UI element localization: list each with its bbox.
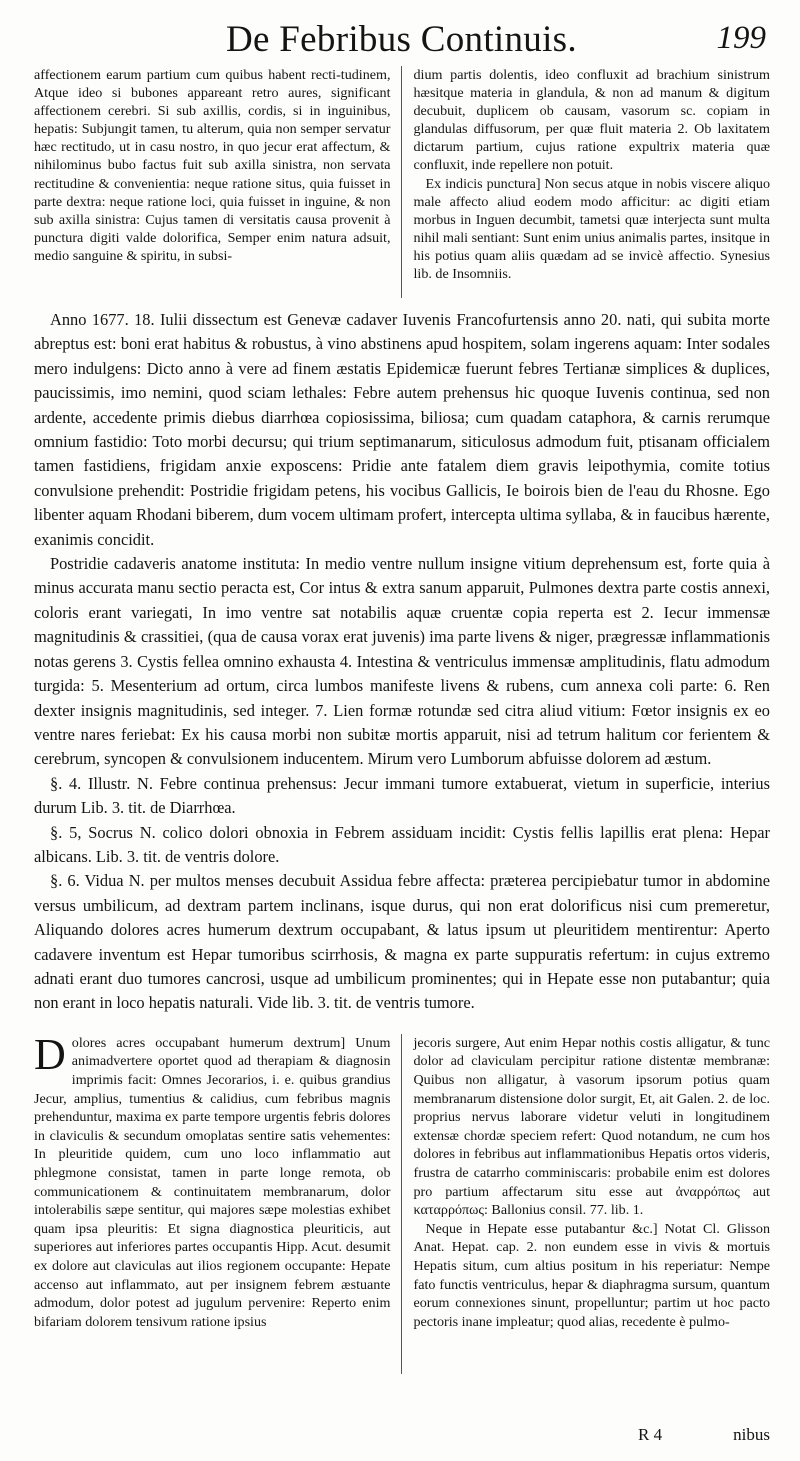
top-left-column [34,66,402,298]
bottom-right-column [402,1034,771,1374]
bottom-commentary [34,1034,770,1374]
bottom-right-paragraph: Neque in Hepate esse putabantur &c.] Notat Cl. Glisson Anat. Hepat. cap. 2. non eundem esse in vivis & mortuis Hepatis situm, cum altius positum in his reperiatur: Nempe fato functis ventriculus, hepar & diaphragma sursum, quantum eorum connexiones sinunt, propelluntur; partim ut hoc pacto pectoris inane impleatur; quod alias, recedente è pulmo- [413,1220,770,1330]
top-right-column [402,66,771,298]
catchword: nibus [733,1425,770,1444]
main-paragraph: §. 6. Vidua N. per multos menses decubuit Assidua febre affecta: præterea percipiebatur tumor in abdomine versus umbilicum, ad dextram partem inclinans, isque durus, qui non erat dolorificus nisi cum premeretur, Aliquando dolores acres humerum dextrum occupabant, & latus ipsum ut pleuritidem mentirentur: Aperto cadavere inventum est Hepar tumoribus scirrhosis, & magna ex parte suppuratis refertum: in cujus extremo adnati erant duo tumores cancrosi, usque ad umbilicum prominentes; qui in Hepate esse non putabantur; quia non erant in loco hepatis naturali. Vide lib. 3. tit. de ventris tumore. [34,871,770,1013]
page-number: 199 [716,20,766,56]
main-paragraph: §. 5, Socrus N. colico dolori obnoxia in Febrem assiduam incidit: Cystis fellis lapillis erat plena: Hepar albicans. Lib. 3. tit. de ventris dolore. [34,822,770,866]
page-header [34,16,770,66]
bottom-left-column [34,1034,402,1374]
bottom-right-paragraph: jecoris surgere, Aut enim Hepar nothis costis alligatur, & tunc dolor ad claviculam percipitur ratione distentæ membranæ: Quibus non alligatur, à vasorum ipsorum potius quam membranarum distensione dolor surgit, Et, ait Galen. 2. de loc. proprius nervus laborare videtur veluti in longitudinem extensæ chordæ speciem refert: Quod notandum, ne cum hos dolores in febribus aut inflammationibus Hepatis ortos videris, frustra de catarrho comminiscaris: probabile enim est dolores pro partium affectarum situ esse aut ἀναρρόπως aut καταρρόπως: Ballonius consil. 77. lib. 1. [413,1034,770,1219]
bottom-left-paragraph: olores acres occupabant humerum dextrum] Unum animadvertere oportet quod ad therapiam & diagnosin imprimis facit: Omnes Jecorarios, i. e. quibus grandius Jecur, amplius, tumentius & calidius, cum febribus magnis prehenduntur, maxima ex parte tempore urgentis febris dolores in claviculis & secundum omoplatas sentire satis vehementes: In pleuritide quidem, cum uno loco inflammatio aut phlegmone consistat, tamen in parte longe remota, ob communicationem & continuitatem membranarum, dolor intolerabilis sæpe sentitur, qui majores sæpe molestias exhibet quam ipsa pleuritis: Et signa diagnostica pleuriticis, aut superiores aut inferiores partes occupantis Hipp. Acut. desumit ex dolore aut claviculas aut ilios regionem occupante: Hepate accenso aut inflammato, aut per insignem febrem æstuante admodum, dolor potest ad jugulum pervenire: Reperto enim bifariam dolorem tensivum ratione ipsius [34,1034,391,1330]
main-paragraph: §. 4. Illustr. N. Febre continua prehensus: Jecur immani tumore extabuerat, vietum in superficie, interius durum Lib. 3. tit. de Diarrhœa. [34,773,770,818]
top-left-paragraph: affectionem earum partium cum quibus habent recti-tudinem, Atque ideo si bubones appareant retro aures, significant affectionem cerebri. Si sub axillis, cordis, si in inguinibus, hepatis: Subjungit tamen, tu alterum, quia non semper servatur hæc rectitudo, ut in casu nostro, in quo jecur erat affectum, & nihilominus bubo factus fuit sub axilla sinistra, non servata rectitudine & convenientia: neque ratione situs, quia fuisset in parte dextra: neque ratione loci, quia fuisset in inguine, & non sub axilla sinistra: Cujus tamen di versitatis causa provenit à punctura digiti valde dolorifica, Semper enim natura adsuit, medio sanguine & spiritu, in subsi- [34,67,391,264]
top-right-paragraph: Ex indicis punctura] Non secus atque in nobis viscere aliquo male affecto aliud eodem modo afficitur: ac digiti etiam morbus in Inguen decumbit, tametsi quæ interjecta sunt multa nihil mali sentiant: Sunt enim unius animalis partes, insitque in his potius quam aliis quædam ad se invicè affectio. Synesius lib. de Insomniis. [413,175,770,283]
main-text [34,308,770,1016]
main-paragraph: Anno 1677. 18. Iulii dissectum est Genevæ cadaver Iuvenis Francofurtensis anno 20. nati, qui subita morte abreptus est: boni erat habitus & robustus, à vino abstinens apud hospitem, solam ingerens aquam: Inter sodales mero indulgens: Dicto anno à vere ad finem æstatis Epidemicæ fuerunt febres Tertianæ simplices & duplices, paucissimis, imo nemini, quod sciam lethales: Febre autem prehensus hic quoque Iuvenis continua, sed non ardente, accedente primis diebus diarrhœa copiosissima, biliosa; cum quadam cataphora, & carnis rerumque omnium fastidio: Toto morbi decursu; qui trium septimanarum, siticulosus admodum fuit, ptisanam officialem tamen fastidiens, frigidam anxie exposcens: Pridie ante fatalem diem gravis leipothymia, comite totius convulsione prehendit: Postridie frigidam petens, his vocibus Gallicis, Ie boirois bien de l'eau du Rhosne. Ego libenter aquam Rhodani biberem, dum vocem ultimam profert, intercepta ultima syllaba, & in faucibus hærente, exanimis concidit. [34,310,770,549]
signature-mark: R 4 [638,1425,663,1444]
drop-cap: D [34,1033,66,1079]
top-commentary [34,66,770,298]
page-footer [34,1425,770,1449]
running-title: De Febribus Continuis. [226,19,577,60]
main-paragraph: Postridie cadaveris anatome instituta: In medio ventre nullum insigne vitium deprehensum est, forte quia à minus accurata manu sectio peracta est, Cor intus & extra sanum apparuit, Pulmones dextra parte costis annexi, coloris erant variegati, In imo ventre sat notabilis aquæ cruentæ copia reperta est 2. Iecur immensæ magnitudinis & crassitiei, (qua de causa vorax erat juvenis) ima parte livens & niger, prægressæ inflammationis notas gerens 3. Cystis fellea omnino exhausta 4. Intestina & ventriculus immensæ amplitudinis, flatu admodum turgida: 5. Mesenterium ad ortum, circa lumbos manifeste livens & rubens, cum annexa coli parte: 6. Ren dexter insignis magnitudinis, sed integer. 7. Lien formæ rotundæ sed citra aliud vitium: Fœtor insignis ex eo ventre nares feriebat: Ex his causa morbi non subitæ mortis apparuit, nisi ad tetrum halitum cor ferientem & cerebrum, syncopen & convulsionem inducentem. Mirum vero Lumborum abfuisse dolorem ad æstum. [34,554,770,769]
top-right-paragraph: dium partis dolentis, ideo confluxit ad brachium sinistrum hæsitque materia in glandula, & non ad manum & digitum decubuit, duplicem ob causam, vasorum sc. copiam in glandulas diffusorum, per quæ fluit materia 2. Ob laxitatem dictarum partium, cujus ratione expultrix materia quæ confluxit, inde repellere non potuit. [413,67,770,174]
